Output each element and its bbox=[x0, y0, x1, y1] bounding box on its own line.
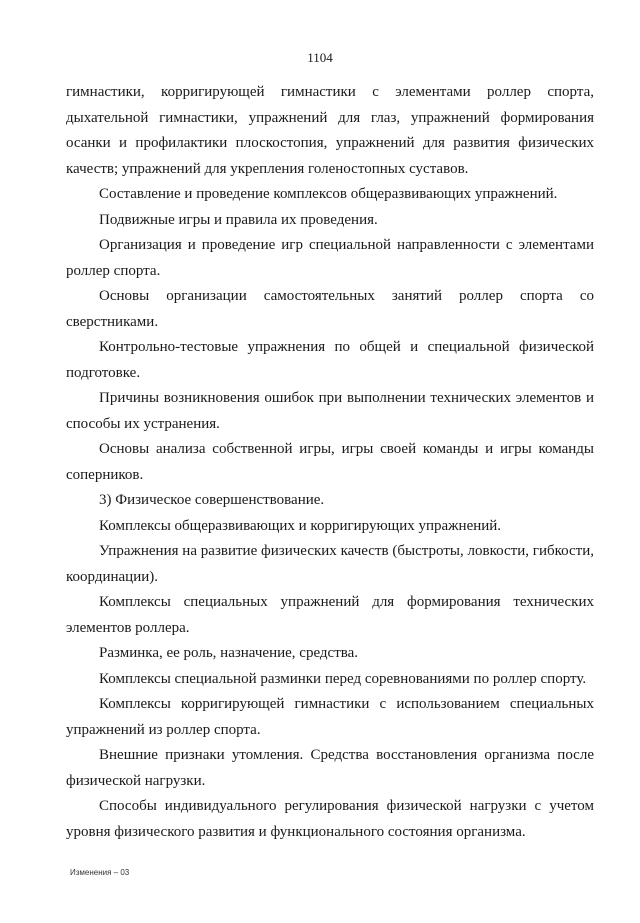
paragraph: Основы организации самостоятельных занятий роллер спорта со сверстниками. bbox=[66, 288, 594, 330]
paragraph: Комплексы корригирующей гимнастики с использованием специальных упражнений из роллер спорта. bbox=[66, 696, 594, 738]
paragraph: Внешние признаки утомления. Средства восстановления организма после физической нагрузки. bbox=[66, 747, 594, 789]
section-heading: 3) Физическое совершенствование. bbox=[99, 492, 325, 508]
paragraph: Способы индивидуального регулирования физической нагрузки с учетом уровня физического развития и функционального состояния организма. bbox=[66, 798, 594, 840]
paragraph: Подвижные игры и правила их проведения. bbox=[99, 211, 378, 228]
paragraph: Комплексы общеразвивающих и корригирующих упражнений. bbox=[99, 517, 502, 534]
paragraph: Основы анализа собственной игры, игры своей команды и игры команды соперников. bbox=[66, 441, 594, 483]
paragraph: Комплексы специальной разминки перед соревнованиями по роллер спорту. bbox=[99, 670, 587, 687]
paragraph: Причины возникновения ошибок при выполнении технических элементов и способы их устранения. bbox=[66, 390, 594, 432]
document-body bbox=[66, 80, 594, 845]
page-number: 1104 bbox=[307, 50, 333, 65]
revision-footer: Изменения – 03 bbox=[70, 868, 130, 877]
paragraph: Организация и проведение игр специальной направленности с элементами роллер спорта. bbox=[66, 237, 594, 279]
paragraph: Разминка, ее роль, назначение, средства. bbox=[99, 645, 359, 661]
paragraph: Комплексы специальных упражнений для формирования технических элементов роллера. bbox=[66, 594, 594, 636]
paragraph: Составление и проведение комплексов общеразвивающих упражнений. bbox=[99, 186, 558, 202]
paragraph: Контрольно-тестовые упражнения по общей и специальной физической подготовке. bbox=[66, 339, 594, 381]
paragraph: гимнастики, корригирующей гимнастики с элементами роллер спорта, дыхательной гимнастики, упражнений для глаз, упражнений формирования осанки и профилактики плоскостопия, упражнений для развития физических качеств; упражнений для укрепления голеностопных суставов. bbox=[66, 84, 594, 177]
paragraph: Упражнения на развитие физических качеств (быстроты, ловкости, гибкости, координации). bbox=[66, 543, 594, 585]
